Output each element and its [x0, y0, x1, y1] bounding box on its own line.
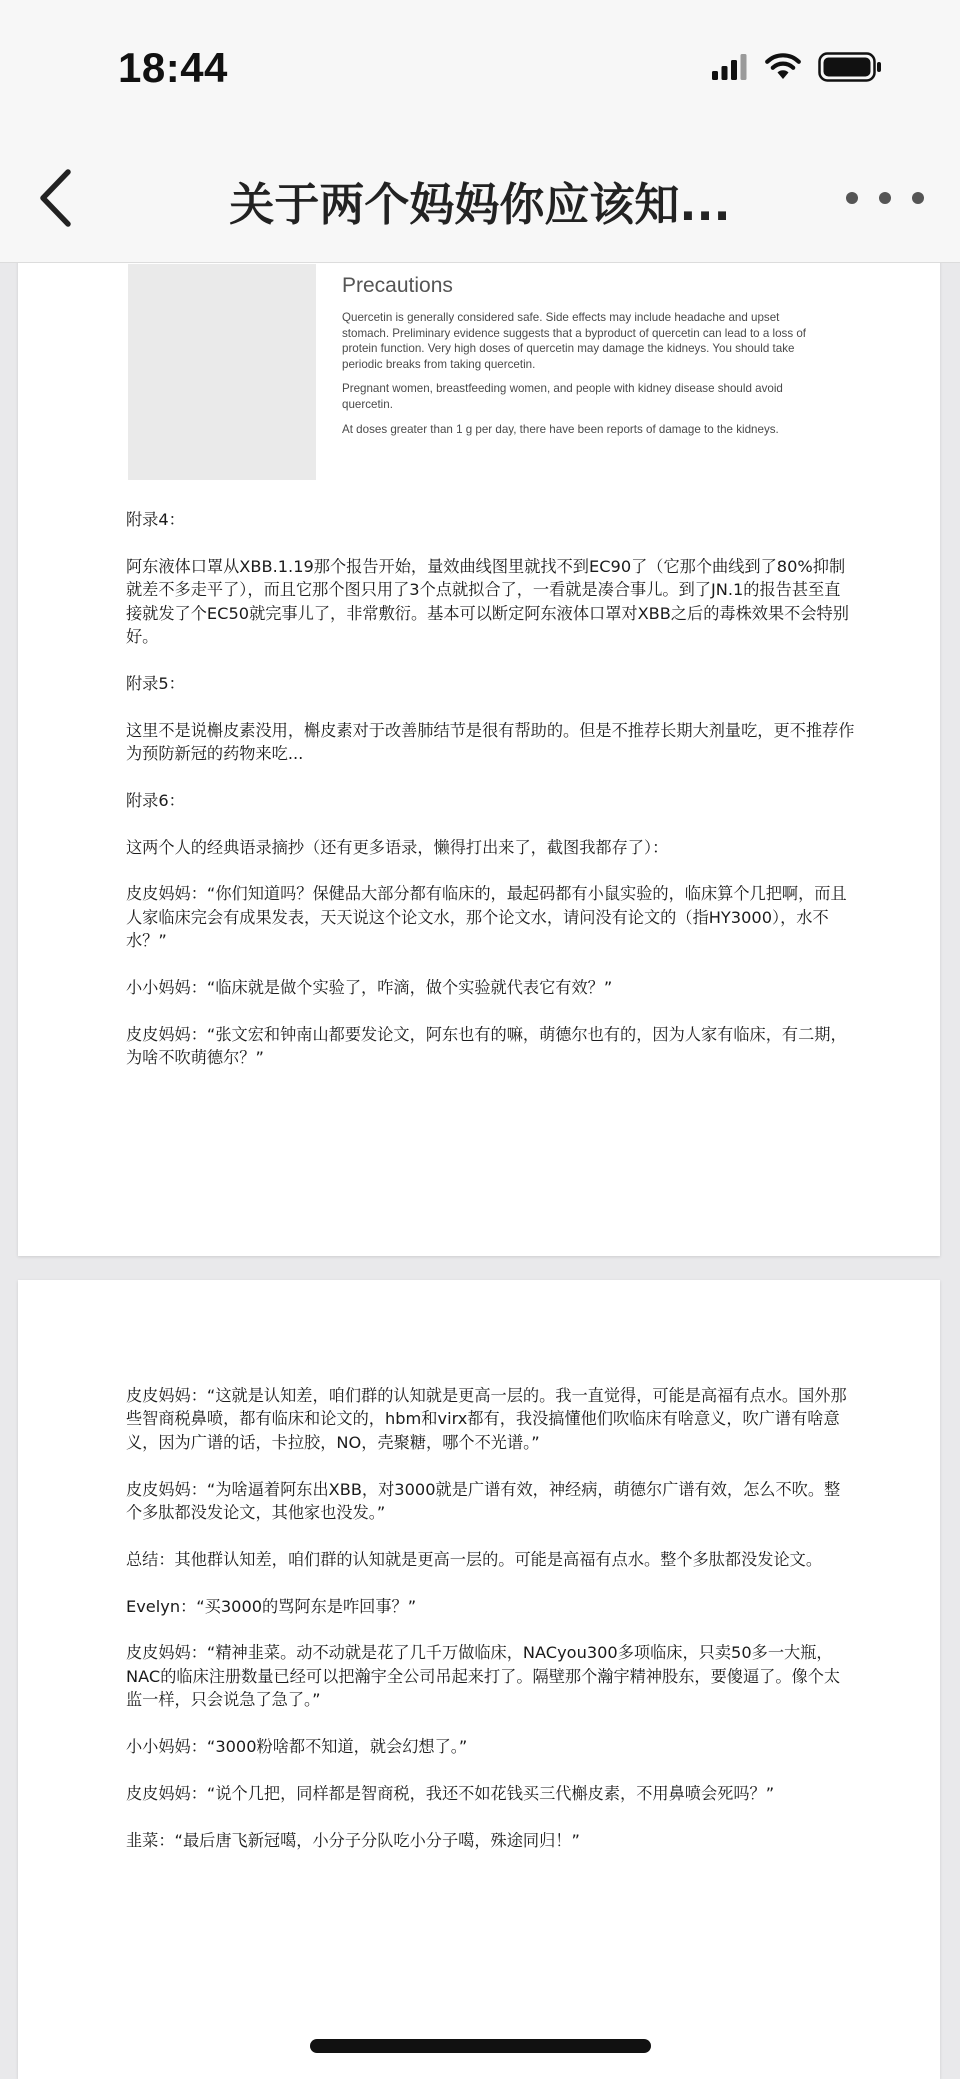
precautions-paragraph: At doses greater than 1 g per day, there have been reports of damage to the kidneys.: [342, 422, 779, 436]
chevron-left-icon: [37, 168, 73, 228]
appendix-heading: 附录4：: [126, 510, 185, 529]
page-1-body: [126, 508, 856, 1093]
cellular-signal-icon: [712, 54, 748, 80]
back-button[interactable]: [30, 165, 80, 231]
quote-paragraph: 皮皮妈妈：“这就是认知差，咱们群的认知就是更高一层的。我一直觉得，可能是高福有点水。国外那些智商税鼻喷，都有临床和论文的，hbm和virx都有，我没搞懂他们吹临床有啥意义，吹广谱有啥意义，因为广谱的话，卡拉胶，NO，壳聚糖，哪个不光谱。”: [126, 1386, 847, 1452]
summary-paragraph: 总结：其他群认知差，咱们群的认知就是更高一层的。可能是高福有点水。整个多肽都没发论文。: [126, 1549, 823, 1569]
quote-paragraph: 小小妈妈：“临床就是做个实验了，咋滴，做个实验就代表它有效？”: [126, 978, 613, 998]
body-paragraph: 阿东液体口罩从XBB.1.19那个报告开始，量效曲线图里就找不到EC90了（它那个曲线到了80%抑制就差不多走平了），而且它那个图只用了3个点就拟合了，一看就是凑合事儿。到了JN.1的报告甚至直接就发了个EC50就完事儿了，非常敷衍。基本可以断定阿东液体口罩对XBB之后的毒株效果不会特别好。: [126, 556, 849, 647]
page-title: 关于两个妈妈你应该知...: [229, 178, 731, 231]
appendix-heading: 附录5：: [126, 673, 185, 693]
precautions-text-block: [342, 274, 822, 446]
battery-icon: [818, 52, 882, 82]
home-indicator[interactable]: [310, 2039, 651, 2053]
document-page-1: [18, 240, 940, 1256]
wifi-icon: [764, 53, 802, 81]
body-paragraph: 这里不是说槲皮素没用，槲皮素对于改善肺结节是很有帮助的。但是不推荐长期大剂量吃，更不推荐作为预防新冠的药物来吃...: [126, 720, 855, 764]
more-options-button[interactable]: [846, 186, 924, 210]
precautions-paragraph: Pregnant women, breastfeeding women, and people with kidney disease should avoid quercetin.: [342, 382, 783, 411]
quote-paragraph: 皮皮妈妈：“你们知道吗？保健品大部分都有临床的，最起码都有小鼠实验的，临床算个几把啊，而且人家临床完会有成果发表，天天说这个论文水，那个论文水，请问没有论文的（指HY3000），水不水？”: [126, 884, 847, 951]
image-placeholder: [128, 264, 316, 480]
quote-paragraph: 小小妈妈：“3000粉啥都不知道，就会幻想了。”: [126, 1737, 468, 1757]
quote-paragraph: 皮皮妈妈：“精神韭菜。动不动就是花了几千万做临床，NACyou300多项临床，只卖50多一大瓶，NAC的临床注册数量已经可以把瀚宇全公司吊起来打了。隔壁那个瀚宇精神股东，要傻逼了。像个太监一样，只会说急了急了。”: [126, 1643, 841, 1710]
more-dot-icon: [879, 192, 891, 204]
appendix-heading: 附录6：: [126, 790, 185, 810]
quote-paragraph: 皮皮妈妈：“为啥逼着阿东出XBB，对3000就是广谱有效，神经病，萌德尔广谱有效，怎么不吹。整个多肽都没发论文，其他家也没发。”: [126, 1479, 841, 1523]
more-dot-icon: [846, 192, 858, 204]
precautions-heading: Precautions: [342, 274, 453, 297]
quote-paragraph: Evelyn：“买3000的骂阿东是咋回事？”: [126, 1596, 417, 1616]
document-page-2: [18, 1280, 940, 2079]
quote-paragraph: 韭菜：“最后唐飞新冠噶，小分子分队吃小分子噶，殊途同归！”: [126, 1830, 580, 1850]
more-dot-icon: [912, 192, 924, 204]
top-bar: [0, 0, 960, 263]
quote-paragraph: 皮皮妈妈：“张文宏和钟南山都要发论文，阿东也有的嘛，萌德尔也有的，因为人家有临床，有二期，为啥不吹萌德尔？”: [126, 1024, 847, 1068]
quote-paragraph: 皮皮妈妈：“说个几把，同样都是智商税，我还不如花钱买三代槲皮素，不用鼻喷会死吗？”: [126, 1783, 775, 1803]
body-paragraph: 这两个人的经典语录摘抄（还有更多语录，懒得打出来了，截图我都存了）：: [126, 837, 669, 857]
status-icons: [712, 52, 882, 82]
precautions-paragraph: Quercetin is generally considered safe. Side effects may include headache and upset stomach. Preliminary evidence suggests that a byproduct of quercetin can lead to a loss of protein function. Very high doses of quercetin may damage the kidneys. You should take periodic breaks from taking quercetin.: [342, 311, 807, 371]
status-time: 18:44: [118, 44, 228, 91]
page-2-body: [126, 1384, 856, 1875]
embedded-precautions-image: [128, 264, 844, 480]
